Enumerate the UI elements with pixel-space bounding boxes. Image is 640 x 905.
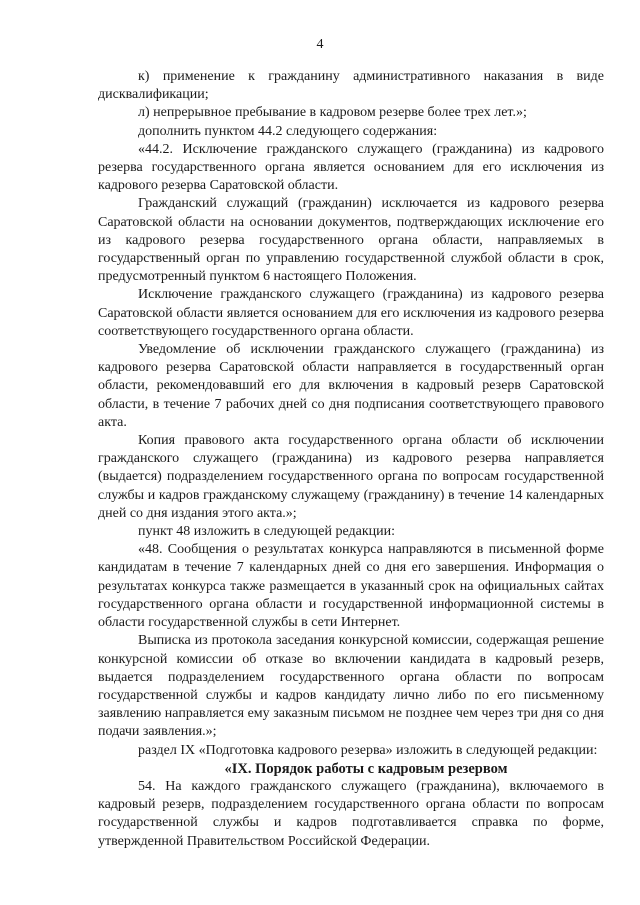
paragraph-k: к) применение к гражданину административного наказания в виде дисквалификации; <box>98 69 604 103</box>
page-number: 4 <box>316 37 324 52</box>
amendment-intro-48: пункт 48 изложить в следующей редакции: <box>138 524 395 540</box>
paragraph-44-2: «44.2. Исключение гражданского служащего (гражданина) из кадрового резерва государственного органа является основанием для его исключения из кадрового резерва Саратовской области. <box>98 141 604 194</box>
amendment-intro-44-2: дополнить пунктом 44.2 следующего содержания: <box>138 123 438 139</box>
paragraph-copy-of-act: Копия правового акта государственного органа области об исключении гражданского служащего (гражданина) из кадрового резерва направляется (выдается) подразделением государственного органа по вопросам государственной службы и кадров гражданскому служащему (гражданину) в течение 14 календарных дней со дня издания этого акта.»; <box>98 433 604 521</box>
amendment-intro-section-ix: раздел IX «Подготовка кадрового резерва» изложить в следующей редакции: <box>138 742 598 758</box>
paragraph-exclusion-basis: Гражданский служащий (гражданин) исключается из кадрового резерва Саратовской области на основании документов, подтверждающих исключение его из кадрового резерва государственного органа области, направляемых в государственный орган по управлению государственной службой области в срок, предусмотренный пунктом 6 настоящего Положения. <box>98 196 604 285</box>
document-body <box>98 68 604 851</box>
paragraph-48: «48. Сообщения о результатах конкурса направляются в письменной форме кандидатам в течение 7 календарных дней со дня его завершения. Информация о результатах конкурса также размещается в указанный срок на официальных сайтах государственного органа области и государственной информационной системы в области государственной службы в сети Интернет. <box>98 542 604 631</box>
paragraph-l: л) непрерывное пребывание в кадровом резерве более трех лет.»; <box>138 105 527 121</box>
paragraph-54: 54. На каждого гражданского служащего (гражданина), включаемого в кадровый резерв, подразделением государственного органа области по вопросам государственной службы и кадров подготавливается справка по форме, утвержденной Правительством Российской Федерации. <box>98 778 604 849</box>
paragraph-notification: Уведомление об исключении гражданского служащего (гражданина) из кадрового резерва Саратовской области направляется в государственный орган области, рекомендовавший его для включения в кадровый резерв Саратовской области, в течение 7 рабочих дней со дня подписания соответствующего правового акта. <box>98 342 604 430</box>
section-heading: «IX. Порядок работы с кадровым резервом <box>224 760 508 777</box>
paragraph-protocol-extract: Выписка из протокола заседания конкурсной комиссии, содержащая решение конкурсной комиссии об отказе во включении кандидата в кадровый резерв, выдается подразделением государственного органа области по вопросам государственной службы и кадров кандидату лично либо по его письменному заявлению направляется ему заказным письмом не позднее чем через три дня со дня подачи заявления.»; <box>98 633 604 740</box>
paragraph-exclusion-consequence: Исключение гражданского служащего (гражданина) из кадрового резерва Саратовской области является основанием для его исключения из кадрового резерва соответствующего государственного органа области. <box>98 287 604 339</box>
